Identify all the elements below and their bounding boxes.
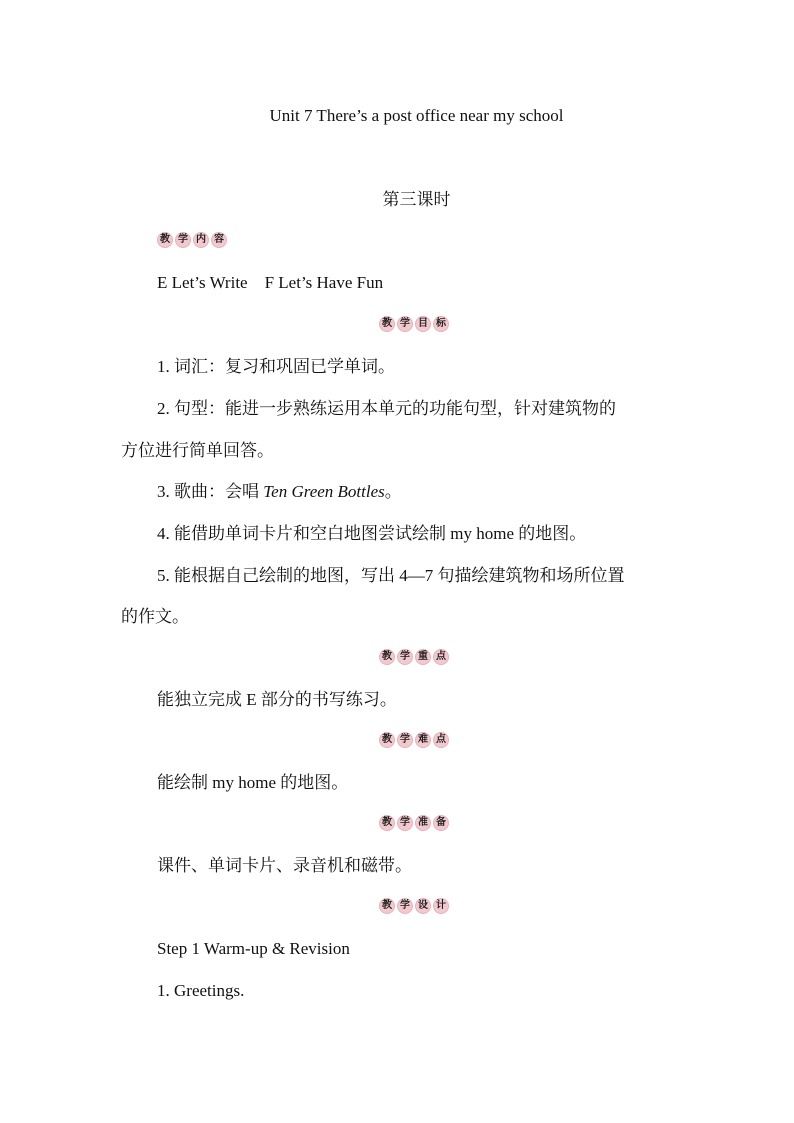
badge-char: 学 — [397, 898, 413, 914]
badge-char: 目 — [415, 316, 431, 332]
badge-char: 难 — [415, 732, 431, 748]
badge-char: 内 — [193, 232, 209, 248]
badge-char: 学 — [397, 649, 413, 665]
section-badge-design — [379, 898, 449, 914]
badge-char: 重 — [415, 649, 431, 665]
badge-char: 教 — [379, 732, 395, 748]
section-badge-difficulties — [379, 732, 449, 748]
preparation-text: 课件、单词卡片、录音机和磁带。 — [157, 856, 412, 875]
objective-item-1: 1. 词汇：复习和巩固已学单词。 — [157, 357, 395, 376]
badge-char: 教 — [157, 232, 173, 248]
badge-char: 备 — [433, 815, 449, 831]
objective-item-4: 4. 能借助单词卡片和空白地图尝试绘制 my home 的地图。 — [157, 524, 587, 543]
badge-char: 标 — [433, 316, 449, 332]
objective-item-3-end: 。 — [384, 482, 402, 501]
objective-item-2-cont: 方位进行简单回答。 — [121, 441, 274, 460]
design-step-heading: Step 1 Warm-up & Revision — [157, 939, 350, 958]
design-step-item: 1. Greetings. — [157, 981, 245, 1000]
song-title: Ten Green Bottles — [263, 482, 385, 501]
badge-char: 教 — [379, 316, 395, 332]
section-badge-content — [157, 232, 227, 248]
badge-char: 教 — [379, 649, 395, 665]
badge-char: 教 — [379, 898, 395, 914]
section-badge-objectives — [379, 316, 449, 332]
page-title: Unit 7 There’s a post office near my school — [269, 106, 564, 125]
difficulties-text: 能绘制 my home 的地图。 — [157, 773, 349, 792]
page-subtitle: 第三课时 — [382, 190, 451, 209]
section-badge-preparation — [379, 815, 449, 831]
badge-char: 点 — [433, 732, 449, 748]
badge-char: 准 — [415, 815, 431, 831]
badge-char: 点 — [433, 649, 449, 665]
badge-char: 学 — [397, 815, 413, 831]
section-badge-key-points — [379, 649, 449, 665]
badge-char: 教 — [379, 815, 395, 831]
badge-char: 学 — [397, 732, 413, 748]
badge-char: 计 — [433, 898, 449, 914]
badge-char: 学 — [175, 232, 191, 248]
objective-item-5-cont: 的作文。 — [121, 607, 189, 626]
content-text: E Let’s Write F Let’s Have Fun — [157, 273, 384, 292]
badge-char: 设 — [415, 898, 431, 914]
badge-char: 容 — [211, 232, 227, 248]
badge-char: 学 — [397, 316, 413, 332]
objective-item-2: 2. 句型：能进一步熟练运用本单元的功能句型，针对建筑物的 — [157, 399, 616, 418]
objective-item-3-lead: 3. 歌曲：会唱 — [157, 482, 264, 501]
objective-item-3 — [157, 481, 402, 503]
objective-item-5: 5. 能根据自己绘制的地图，写出 4—7 句描绘建筑物和场所位置 — [157, 566, 625, 585]
key-points-text: 能独立完成 E 部分的书写练习。 — [157, 690, 397, 709]
